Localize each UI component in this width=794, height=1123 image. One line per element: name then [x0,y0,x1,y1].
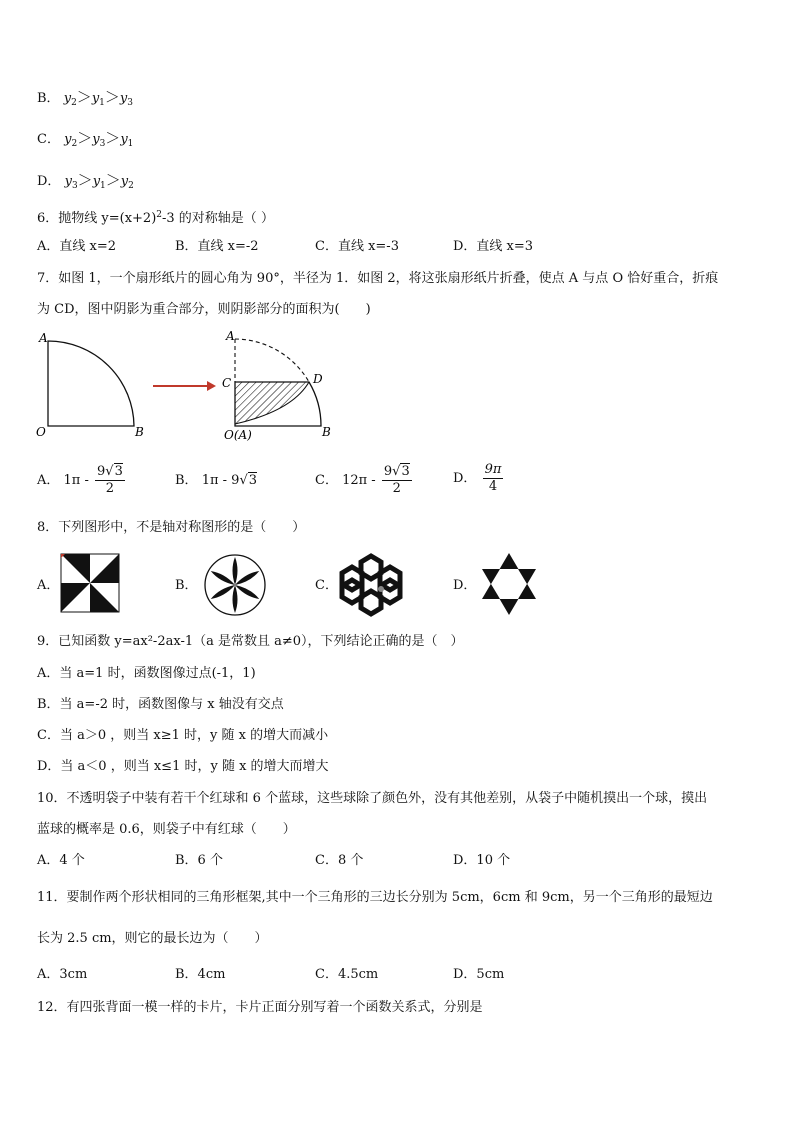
q10-option-b: B．6 个 [175,853,223,868]
q9-option-c: C．当 a＞0 ，则当 x≥1 时，y 随 x 的增大而减小 [37,728,329,743]
fig2-label-b: B [322,425,331,439]
q7-option-b: B． 1π - 9√3 [175,473,258,488]
q6-option-c: C．直线 x=-3 [315,239,399,254]
q7-option-c: C． 12π - $\frac{9√3}{2}$ [315,464,410,496]
fig2-label-d: D [313,372,323,386]
q5-option-c: C． $y_2>y_3>y_1$ [37,129,134,149]
q6-option-d: D．直线 x=3 [453,239,534,254]
fig2-label-a: A [226,329,235,343]
figure-2-folded-sector [235,339,321,426]
fig1-label-o: O [36,425,46,439]
q7-figures [30,325,350,450]
q5-option-b: B． $y_2>y_1>y_3$ [37,88,134,108]
q8-stem: 8．下列图形中，不是轴对称图形的是（ ） [37,520,306,535]
six-point-star-icon [478,551,540,617]
arrow-icon [153,381,216,391]
q11-stem-line1: 11．要制作两个形状相同的三角形框架,其中一个三角形的三边长分别为 5cm，6cm 和 9cm，另一个三角形的最短边 [37,890,713,905]
q11-option-c: C．4.5cm [315,967,379,982]
q10-option-a: A．4 个 [37,853,85,868]
q7-stem-line2: 为 CD，图中阴影为重合部分，则阴影部分的面积为( ) [37,302,371,317]
q7-option-d: D． $\frac{9\pi}{4}$ [453,462,502,494]
q10-stem-line1: 10．不透明袋子中装有若干个红球和 6 个蓝球，这些球除了颜色外，没有其他差别，从袋子中随机摸出一个球，摸出 [37,791,708,806]
q11-option-a: A．3cm [37,967,88,982]
q6-option-b: B．直线 x=-2 [175,239,259,254]
q8-label-a: A． [37,578,60,593]
q7-option-a: A． 1π - $\frac{9√3}{2}$ [37,464,123,496]
q8-label-d: D． [453,578,477,593]
q9-option-a: A．当 a=1 时，函数图像过点(-1，1) [37,666,256,681]
q10-option-d: D．10 个 [453,853,511,868]
q9-stem: 9．已知函数 y=ax²-2ax-1（a 是常数且 a≠0），下列结论正确的是（ ） [37,634,464,649]
q10-option-c: C．8 个 [315,853,364,868]
pinwheel-icon [60,553,120,613]
q9-option-d: D．当 a＜0 ，则当 x≤1 时，y 随 x 的增大而增大 [37,759,329,774]
q10-stem-line2: 蓝球的概率是 0.6，则袋子中有红球（ ） [37,822,296,837]
fig1-label-b: B [135,425,144,439]
fig1-label-a: A [39,331,48,345]
q12-stem: 12．有四张背面一模一样的卡片，卡片正面分别写着一个函数关系式，分别是 [37,1000,483,1015]
q11-option-d: D．5cm [453,967,505,982]
q5-option-d: D． $y_3>y_1>y_2$ [37,171,134,191]
figure-1-sector [48,341,134,426]
q8-label-b: B． [175,578,198,593]
q11-option-b: B．4cm [175,967,226,982]
q9-option-b: B．当 a=-2 时，函数图像与 x 轴没有交点 [37,697,284,712]
fig2-label-c: C [222,376,232,390]
q7-stem-line1: 7．如图 1，一个扇形纸片的圆心角为 90°，半径为 1．如图 2，将这张扇形纸片折叠，使点 A 与点 O 恰好重合，折痕 [37,271,719,286]
q11-stem-line2: 长为 2.5 cm，则它的最长边为（ ） [37,931,268,946]
hexagon-ring-icon [337,553,405,617]
flower-circle-icon [203,553,267,617]
q6-stem: 6．抛物线 $y=(x+2)^2-3$ 的对称轴是（ ） [37,210,274,226]
q8-label-c: C． [315,578,338,593]
q6-option-a: A．直线 x=2 [37,239,117,254]
fig2-label-oa: O(A) [224,428,252,442]
